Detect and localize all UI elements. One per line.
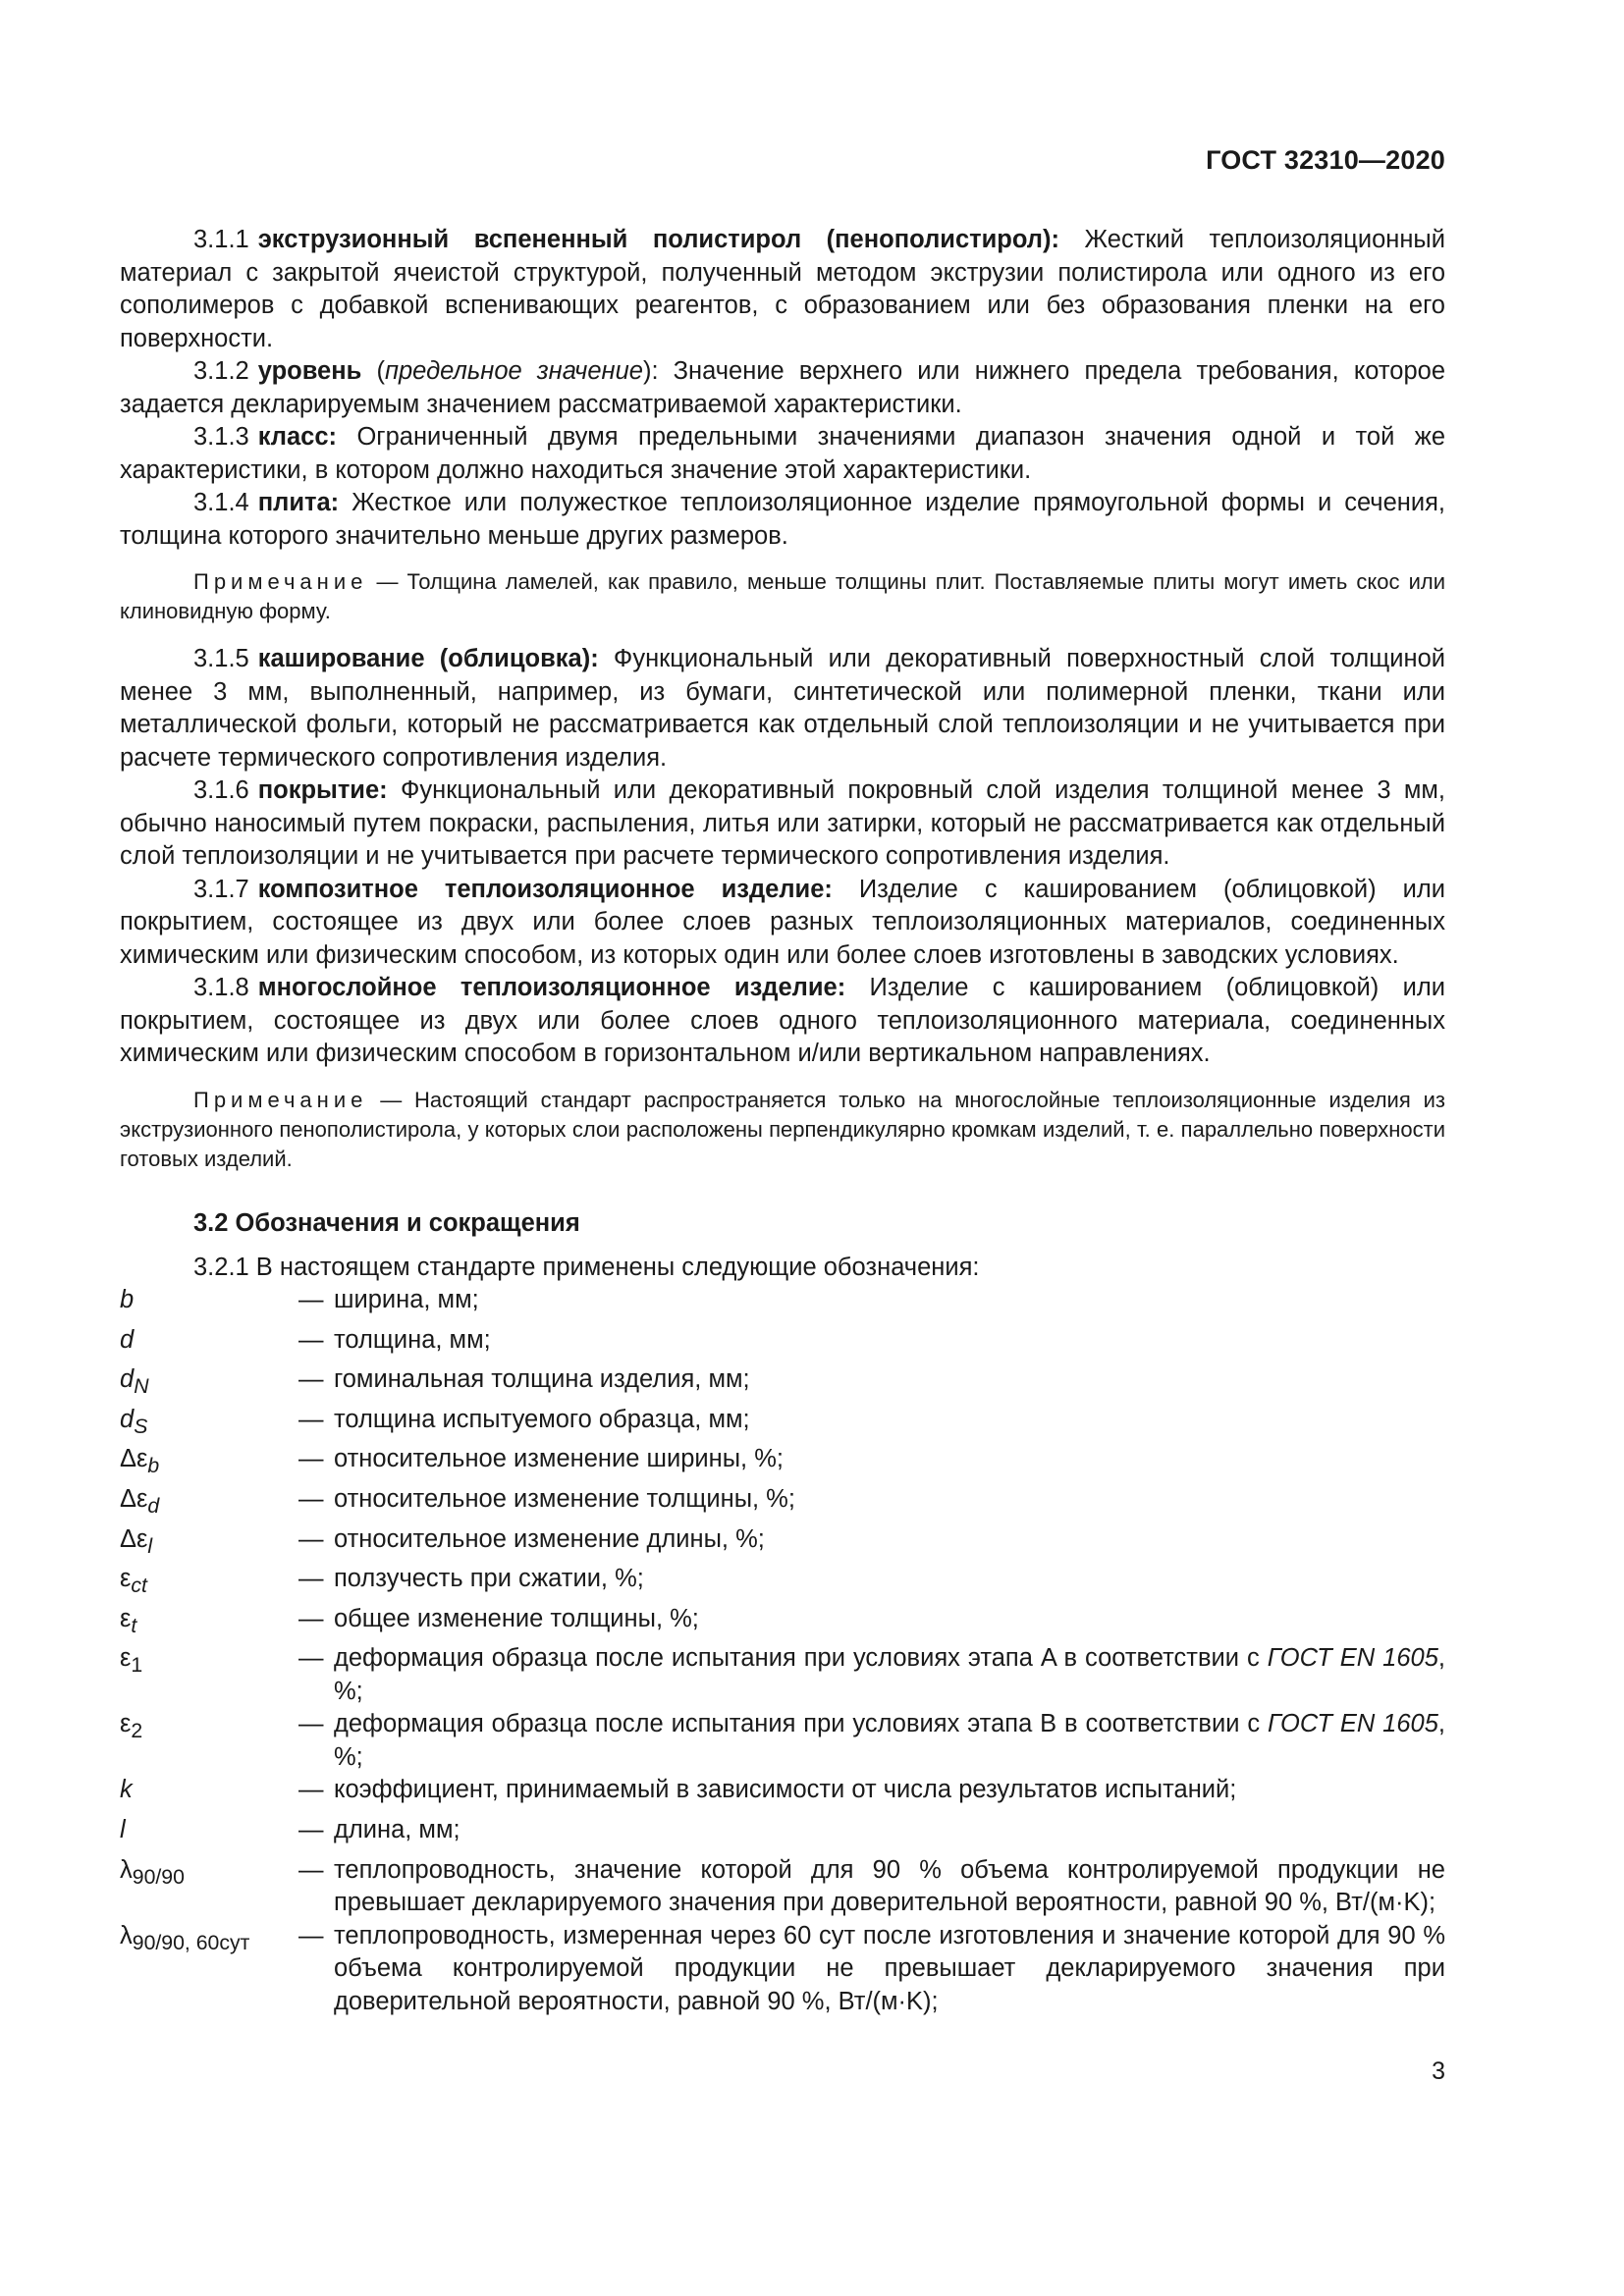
definition-qualifier: предельное значение — [384, 357, 643, 385]
definition-text: ): Значение верхнего или нижнего предела требования, которое задается декларируемым значением рассматриваемой характеристики. — [120, 357, 1445, 418]
symbol-row: $\lambda_{90/90}$ — теплопроводность, значение которой для 90 % объема контролируемой продукции не превышает декларируемого значения при доверительной вероятности, равной 90 %, Вт/(м·K); — [120, 1854, 1445, 1920]
note-1 — [120, 567, 1445, 626]
symbol-description: ширина, мм; — [334, 1286, 479, 1313]
definition-term: каширование (облицовка): — [257, 645, 599, 672]
definition-text: Жесткий теплоизоляционный материал с закрытой ячеистой структурой, полученный методом экструзии полистирола или одного из его сополимеров с добавкой вспенивающих реагентов, с образованием или без образования пленки на его поверхности. — [120, 226, 1445, 352]
symbol-description: гоминальная толщина изделия, мм; — [334, 1365, 750, 1394]
definition-3-1-7: 3.1.7 композитное теплоизоляционное изделие: Изделие с кашированием (облицовкой) или покрытием, состоящее из двух или более слоев разных теплоизоляционных материалов, соединенных химическим или физическим способом, из которых один или более слоев изготовлены в заводских условиях. — [120, 875, 1445, 969]
note-2 — [120, 1086, 1445, 1174]
symbol-row: $d_N$ — гоминальная толщина изделия, мм; — [120, 1363, 1445, 1404]
note-text: — Настоящий стандарт распространяется только на многослойные теплоизоляционные изделия из экструзионного пенополистирола, у которых слои расположены перпендикулярно кромкам изделий, т. е. параллельно поверхности готовых изделий. — [120, 1087, 1445, 1171]
definition-text: Изделие с кашированием (облицовкой) или покрытием, состоящее из двух или более слоев одного теплоизоляционного материала, соединенных химическим или физическим способом в горизонтальном и/или вертикальном направлениях. — [120, 974, 1445, 1067]
symbol: $d_N$ — [120, 1365, 149, 1399]
symbol: k — [120, 1776, 133, 1804]
definition-term: уровень — [257, 357, 362, 385]
definition-term: многослойное теплоизоляционное изделие: — [257, 974, 846, 1001]
definition-term: покрытие: — [257, 776, 388, 804]
page-number: 3 — [1432, 2057, 1445, 2085]
symbol-description: толщина испытуемого образца, мм; — [334, 1405, 750, 1433]
standard-reference: ГОСТ EN 1605 — [1267, 1644, 1438, 1673]
document-content — [120, 224, 1445, 2018]
document-header: ГОСТ 32310—2020 — [1206, 145, 1445, 175]
definition-3-1-3: 3.1.3 класс: Ограниченный двумя предельными значениями диапазон значения одной и той же характеристики, в котором должно находиться значение этой характеристики. — [120, 423, 1445, 484]
symbol-row: $\varepsilon_{ct}$ — ползучесть при сжатии, %; — [120, 1563, 1445, 1603]
symbol-description: толщина, мм; — [334, 1325, 491, 1354]
symbol-row: k — коэффициент, принимаемый в зависимости от числа результатов испытаний; — [120, 1774, 1445, 1814]
symbol-description: деформация образца после испытания при условиях этапа B в соответствии с ГОСТ EN 1605, %; — [334, 1710, 1445, 1771]
symbol: b — [120, 1286, 135, 1313]
definition-3-1-2: 3.1.2 уровень (предельное значение): Значение верхнего или нижнего предела требования, которое задается декларируемым значением рассматриваемой характеристики. — [120, 357, 1445, 418]
definition-text: Изделие с кашированием (облицовкой) или покрытием, состоящее из двух или более слоев разных теплоизоляционных материалов, соединенных химическим или физическим способом, из которых один или более слоев изготовлены в заводских условиях. — [120, 875, 1445, 969]
standard-reference: ГОСТ EN 1605 — [1267, 1710, 1438, 1738]
definition-3-1-5: 3.1.5 каширование (облицовка): Функциональный или декоративный поверхностный слой толщиной менее 3 мм, выполненный, например, из бумаги, синтетической или полимерной пленки, ткани или металлической фольги, который не рассматривается как отдельный слой теплоизоляции и не учитывается при расчете термического сопротивления изделия. — [120, 645, 1445, 772]
definition-3-1-6: 3.1.6 покрытие: Функциональный или декоративный покровный слой изделия толщиной менее 3 мм, обычно наносимый путем покраски, распыления, литья или затирки, который не рассматривается как отдельный слой теплоизоляции и не учитывается при расчете термического сопротивления изделия. — [120, 776, 1445, 870]
symbol: $\Delta\varepsilon_d$ — [120, 1484, 160, 1519]
note-label: Примечание — [193, 569, 368, 594]
symbol-row: l — длина, мм; — [120, 1814, 1445, 1854]
symbol-row: $\varepsilon_1$ — деформация образца после испытания при условиях этапа A в соответствии с ГОСТ EN 1605, %; — [120, 1642, 1445, 1708]
symbol-description: ползучесть при сжатии, %; — [334, 1565, 644, 1593]
definition-text: Жесткое или полужесткое теплоизоляционное изделие прямоугольной формы и сечения, толщина которого значительно меньше других размеров. — [120, 489, 1445, 550]
definition-3-1-1: 3.1.1 экструзионный вспененный полистирол (пенополистирол): Жесткий теплоизоляционный материал с закрытой ячеистой структурой, полученный методом экструзии полистирола или одного из его сополимеров с добавкой вспенивающих реагентов, с образованием или без образования пленки на его поверхности. — [120, 226, 1445, 352]
symbol: $d_S$ — [120, 1405, 148, 1438]
symbol: $\varepsilon_2$ — [120, 1710, 143, 1743]
symbol: d — [120, 1325, 135, 1354]
symbol-row: $\Delta\varepsilon_l$ — относительное изменение длины, %; — [120, 1523, 1445, 1564]
symbol: $\lambda_{90/90, 60сут}$ — [120, 1921, 250, 1954]
symbol-row: $\Delta\varepsilon_d$ — относительное изменение толщины, %; — [120, 1483, 1445, 1523]
symbol-description: относительное изменение толщины, %; — [334, 1484, 795, 1513]
symbol: $\Delta\varepsilon_b$ — [120, 1445, 160, 1478]
note-label: Примечание — [193, 1087, 368, 1112]
definition-text: Функциональный или декоративный поверхностный слой толщиной менее 3 мм, выполненный, например, из бумаги, синтетической или полимерной пленки, ткани или металлической фольги, который не рассматривается как отдельный слой теплоизоляции и не учитывается при расчете термического сопротивления изделия. — [120, 645, 1445, 772]
definition-term: экструзионный вспененный полистирол (пенополистирол): — [257, 226, 1059, 253]
symbol-row: $d_S$ — толщина испытуемого образца, мм; — [120, 1404, 1445, 1444]
symbol: l — [120, 1815, 126, 1843]
symbol-description: теплопроводность, значение которой для 90 % объема контролируемой продукции не превышает декларируемого значения при доверительной вероятности, равной 90 %, Вт/(м·K); — [334, 1855, 1445, 1917]
note-text: — Толщина ламелей, как правило, меньше толщины плит. Поставляемые плиты могут иметь скос или клиновидную форму. — [120, 569, 1445, 623]
section-heading: 3.2 Обозначения и сокращения — [193, 1208, 580, 1237]
symbol-description: длина, мм; — [334, 1815, 460, 1843]
symbol-description: общее изменение толщины, %; — [334, 1604, 699, 1632]
definition-3-1-4: 3.1.4 плита: Жесткое или полужесткое теплоизоляционное изделие прямоугольной формы и сечения, толщина которого значительно меньше других размеров. — [120, 489, 1445, 550]
section-intro: 3.2.1 В настоящем стандарте применены следующие обозначения: — [193, 1253, 980, 1281]
symbol-row: d — толщина, мм; — [120, 1324, 1445, 1364]
symbol: $\lambda_{90/90}$ — [120, 1855, 185, 1889]
symbol-row: $\lambda_{90/90, 60сут}$ — теплопроводность, измеренная через 60 сут после изготовления и значение которой для 90 % объема контролируемой продукции не превышает декларируемого значения при доверительной вероятности, равной 90 %, Вт/(м·K); — [120, 1920, 1445, 2019]
symbol-description: относительное изменение длины, %; — [334, 1524, 765, 1553]
symbol-description: деформация образца после испытания при условиях этапа A в соответствии с ГОСТ EN 1605, %; — [334, 1644, 1445, 1705]
definition-3-1-8: 3.1.8 многослойное теплоизоляционное изделие: Изделие с кашированием (облицовкой) или покрытием, состоящее из двух или более слоев одного теплоизоляционного материала, соединенных химическим или физическим способом в горизонтальном и/или вертикальном направлениях. — [120, 974, 1445, 1067]
symbol-row: b — ширина, мм; — [120, 1284, 1445, 1324]
symbol-description: теплопроводность, измеренная через 60 сут после изготовления и значение которой для 90 % объема контролируемой продукции не превышает декларируемого значения при доверительной вероятности, равной 90 %, Вт/(м·K); — [334, 1921, 1445, 2015]
definition-text: Функциональный или декоративный покровный слой изделия толщиной менее 3 мм, обычно наносимый путем покраски, распыления, литья или затирки, который не рассматривается как отдельный слой теплоизоляции и не учитывается при расчете термического сопротивления изделия. — [120, 776, 1445, 870]
symbol: $\varepsilon_{ct}$ — [120, 1565, 147, 1598]
definition-text: Ограниченный двумя предельными значениями диапазон значения одной и той же характеристики, в котором должно находиться значение этой характеристики. — [120, 423, 1445, 484]
symbol-description: коэффициент, принимаемый в зависимости от числа результатов испытаний; — [334, 1776, 1237, 1804]
symbol-description: относительное изменение ширины, %; — [334, 1445, 784, 1473]
symbol: $\varepsilon_1$ — [120, 1644, 143, 1678]
symbol-row: $\Delta\varepsilon_b$ — относительное изменение ширины, %; — [120, 1443, 1445, 1483]
symbol-row: $\varepsilon_2$ — деформация образца после испытания при условиях этапа B в соответствии с ГОСТ EN 1605, %; — [120, 1708, 1445, 1774]
symbols-list — [120, 1284, 1445, 2018]
symbol-row: $\varepsilon_t$ — общее изменение толщины, %; — [120, 1603, 1445, 1643]
definition-term: плита: — [257, 489, 340, 516]
symbol: $\Delta\varepsilon_l$ — [120, 1524, 153, 1558]
definition-term: класс: — [257, 423, 338, 451]
definition-term: композитное теплоизоляционное изделие: — [257, 875, 833, 903]
symbol: $\varepsilon_t$ — [120, 1604, 137, 1637]
